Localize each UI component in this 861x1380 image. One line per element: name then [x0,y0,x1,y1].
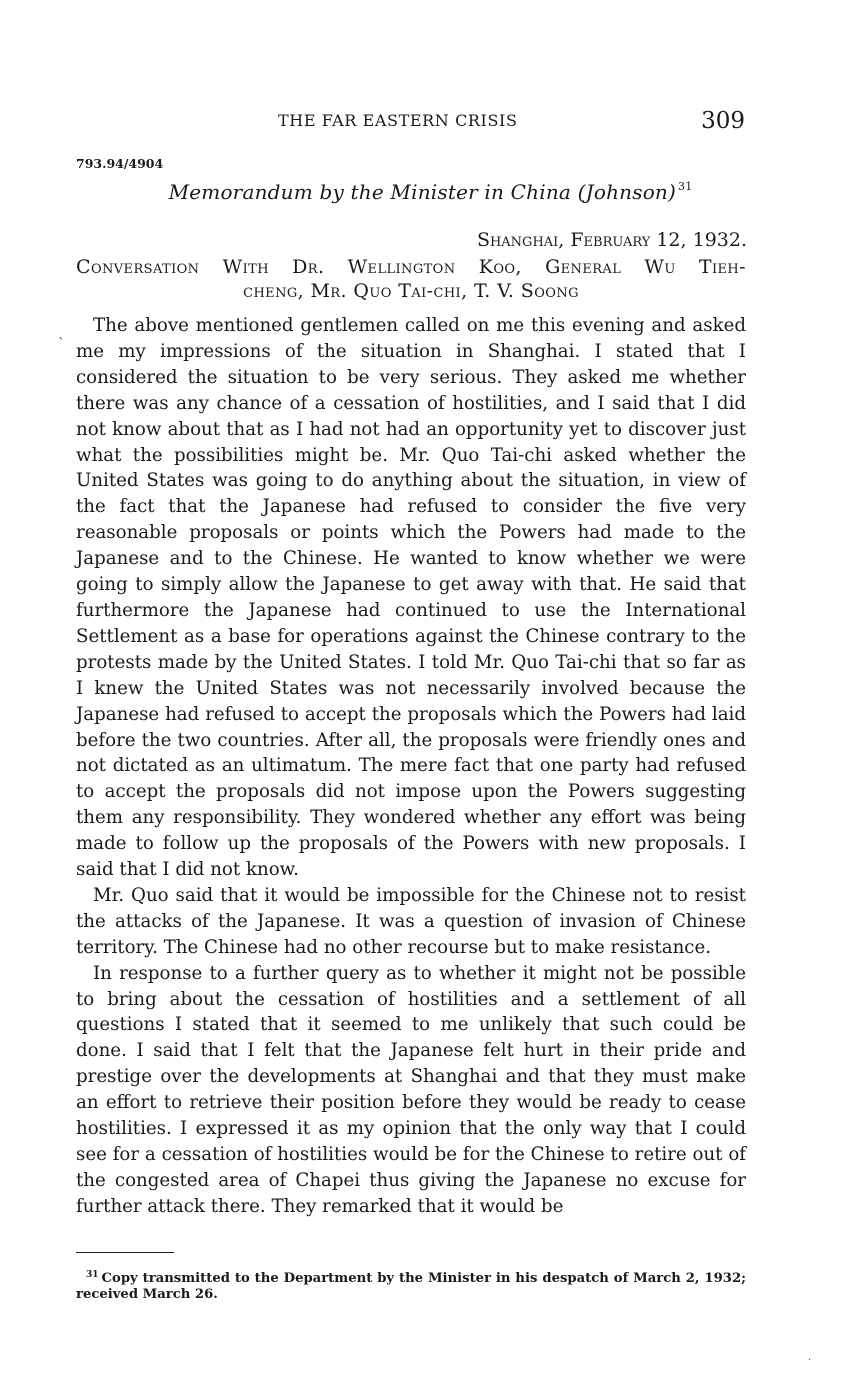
paragraph-1: The above mentioned gentlemen called on me this evening and asked me my impressions of the situation in Shanghai. I stated that I considered the situation to be very serious. They asked me whether there was any chance of a cessation of hostilities, and I said that I did not know about that as I had not had an opportunity yet to discover just what the possibilities might be. Mr. Quo Tai-chi asked whether the United States was going to do anything about the situation, in view of the fact that the Japanese had refused to consider the five very reasonable proposals or points which the Powers had made to the Japanese and to the Chinese. He wanted to know whether we were going to simply allow the Japanese to get away with that. He said that furthermore the Japanese had continued to use the International Settlement as a base for operations against the Chinese contrary to the protests made by the United States. I told Mr. Quo Tai-chi that so far as I knew the United States was not necessarily involved because the Japanese had refused to accept the proposals which the Powers had laid before the two countries. After all, the proposals were friendly ones and not dictated as an ultimatum. The mere fact that one party had refused to accept the proposals did not impose upon the Powers suggesting them any responsibility. They wondered whether any effort was being made to follow up the proposals of the Powers with new proposals. I said that I did not know. [76,315,746,881]
title-footnote-ref: 31 [678,180,693,193]
memo-title-text: Memorandum by the Minister in China (Johnson) [168,180,677,204]
footnote-rule [76,1252,174,1253]
stray-mark: · [808,1355,812,1366]
subject-line-1: Conversation With Dr. Wellington Koo, General Wu Tieh- [76,256,746,278]
footnote-text: Copy transmitted to the Department by the Minister in his despatch of March 2, 1932; received March 26. [76,1271,746,1302]
footnote-marker: 31 [86,1270,99,1280]
subject-line-2: cheng, Mr. Quo Tai-chi, T. V. Soong [243,280,579,302]
running-head: THE FAR EASTERN CRISIS [278,111,518,130]
margin-mark: ` [58,336,65,352]
memo-body [76,313,746,1220]
memo-title [0,180,861,204]
page-number: 309 [701,108,745,134]
dateline: Shanghai, February 12, 1932. [476,229,747,251]
paragraph-2: Mr. Quo said that it would be impossible for the Chinese not to resist the attacks of the Japanese. It was a question of invasion of Chinese territory. The Chinese had no other recourse but to make resistance. [76,884,746,958]
paragraph-3: In response to a further query as to whether it might not be possible to bring about the cessation of hostilities and a settlement of all questions I stated that it seemed to me unlikely that such could be done. I said that I felt that the Japanese felt hurt in their pride and prestige over the developments at Shanghai and that they must make an effort to retrieve their position before they would be ready to cease hostilities. I expressed it as my opinion that the only way that I could see for a cessation of hostilities would be for the Chinese to retire out of the congested area of Chapei thus giving the Japanese no excuse for further attack there. They remarked that it would be [76,962,746,1217]
file-number: 793.94/4904 [76,156,164,171]
footnote [76,1267,746,1303]
